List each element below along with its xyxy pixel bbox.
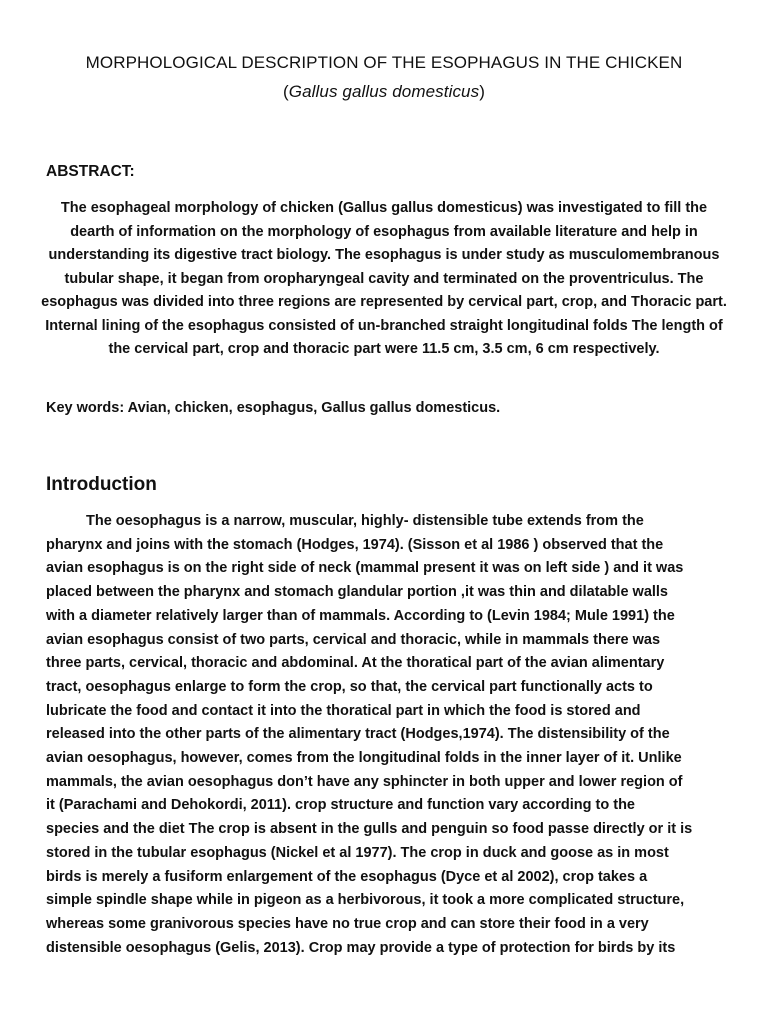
abstract-body: The esophageal morphology of chicken (Gallus gallus domesticus) was investigated to fill the dearth of information on the morphology of esophagus from available literature and help in understanding its digestive tract biology. The esophagus is under study as musculomembranous tubular shape, it began from oropharyngeal cavity and terminated on the proventriculus. The esophagus was divided into three regions are represented by cervical part, crop, and Thoracic part. Internal lining of the esophagus consisted of un-branched straight longitudinal folds The length of the cervical part, crop and thoracic part were 11.5 cm, 3.5 cm, 6 cm respectively. — [41, 200, 727, 357]
introduction-line: avian oesophagus, however, comes from the longitudinal folds in the inner layer of it. Unlike — [46, 750, 682, 767]
introduction-line: released into the other parts of the alimentary tract (Hodges,1974). The distensibility of the — [46, 726, 670, 743]
introduction-line: whereas some granivorous species have no true crop and can store their food in a very — [46, 915, 649, 932]
introduction-line: placed between the pharynx and stomach glandular portion ,it was thin and dilatable walls — [46, 584, 668, 601]
scientific-name: Gallus gallus domesticus — [288, 82, 480, 101]
introduction-line: The oesophagus is a narrow, muscular, highly- distensible tube extends from the — [86, 513, 644, 529]
introduction-heading: Introduction — [46, 474, 157, 495]
introduction-line: mammals, the avian oesophagus don’t have any sphincter in both upper and lower region of — [46, 773, 683, 790]
open-paren: ( — [283, 82, 289, 101]
abstract-heading: ABSTRACT: — [46, 163, 135, 180]
introduction-line: three parts, cervical, thoracic and abdominal. At the thoratical part of the avian alimentary — [46, 655, 665, 672]
introduction-line: tract, oesophagus enlarge to form the crop, so that, the cervical part functionally acts to — [46, 678, 653, 695]
introduction-line: birds is merely a fusiform enlargement of the esophagus (Dyce et al 2002), crop takes a — [46, 868, 648, 885]
introduction-line: species and the diet The crop is absent in the gulls and penguin so food passe directly or it is — [46, 821, 693, 838]
introduction-body — [46, 510, 692, 960]
introduction-line: it (Parachami and Dehokordi, 2011). crop structure and function vary according to the — [46, 797, 635, 814]
introduction-line: lubricate the food and contact it into the thoratical part in which the food is stored and — [46, 702, 641, 719]
introduction-line: pharynx and joins with the stomach (Hodges, 1974). (Sisson et al 1986 ) observed that the — [46, 536, 664, 553]
title-line: MORPHOLOGICAL DESCRIPTION OF THE ESOPHAGUS IN THE CHICKEN — [85, 53, 683, 72]
introduction-line: stored in the tubular esophagus (Nickel et al 1977). The crop in duck and goose as in most — [46, 844, 669, 861]
introduction-line: avian esophagus consist of two parts, cervical and thoracic, while in mammals there was — [46, 631, 661, 648]
paper-title — [0, 48, 768, 106]
introduction-line: with a diameter relatively larger than of mammals. According to (Levin 1984; Mule 1991) the — [46, 607, 675, 624]
title-scientific-line — [0, 77, 768, 106]
close-paren: ) — [479, 82, 485, 101]
introduction-line: avian esophagus is on the right side of neck (mammal present it was on left side ) and it was — [46, 560, 684, 577]
introduction-line: distensible oesophagus (Gelis, 2013). Crop may provide a type of protection for birds by its — [46, 939, 676, 956]
introduction-line: simple spindle shape while in pigeon as a herbivorous, it took a more complicated structure, — [46, 892, 685, 909]
keywords-line: Key words: Avian, chicken, esophagus, Gallus gallus domesticus. — [46, 400, 501, 416]
